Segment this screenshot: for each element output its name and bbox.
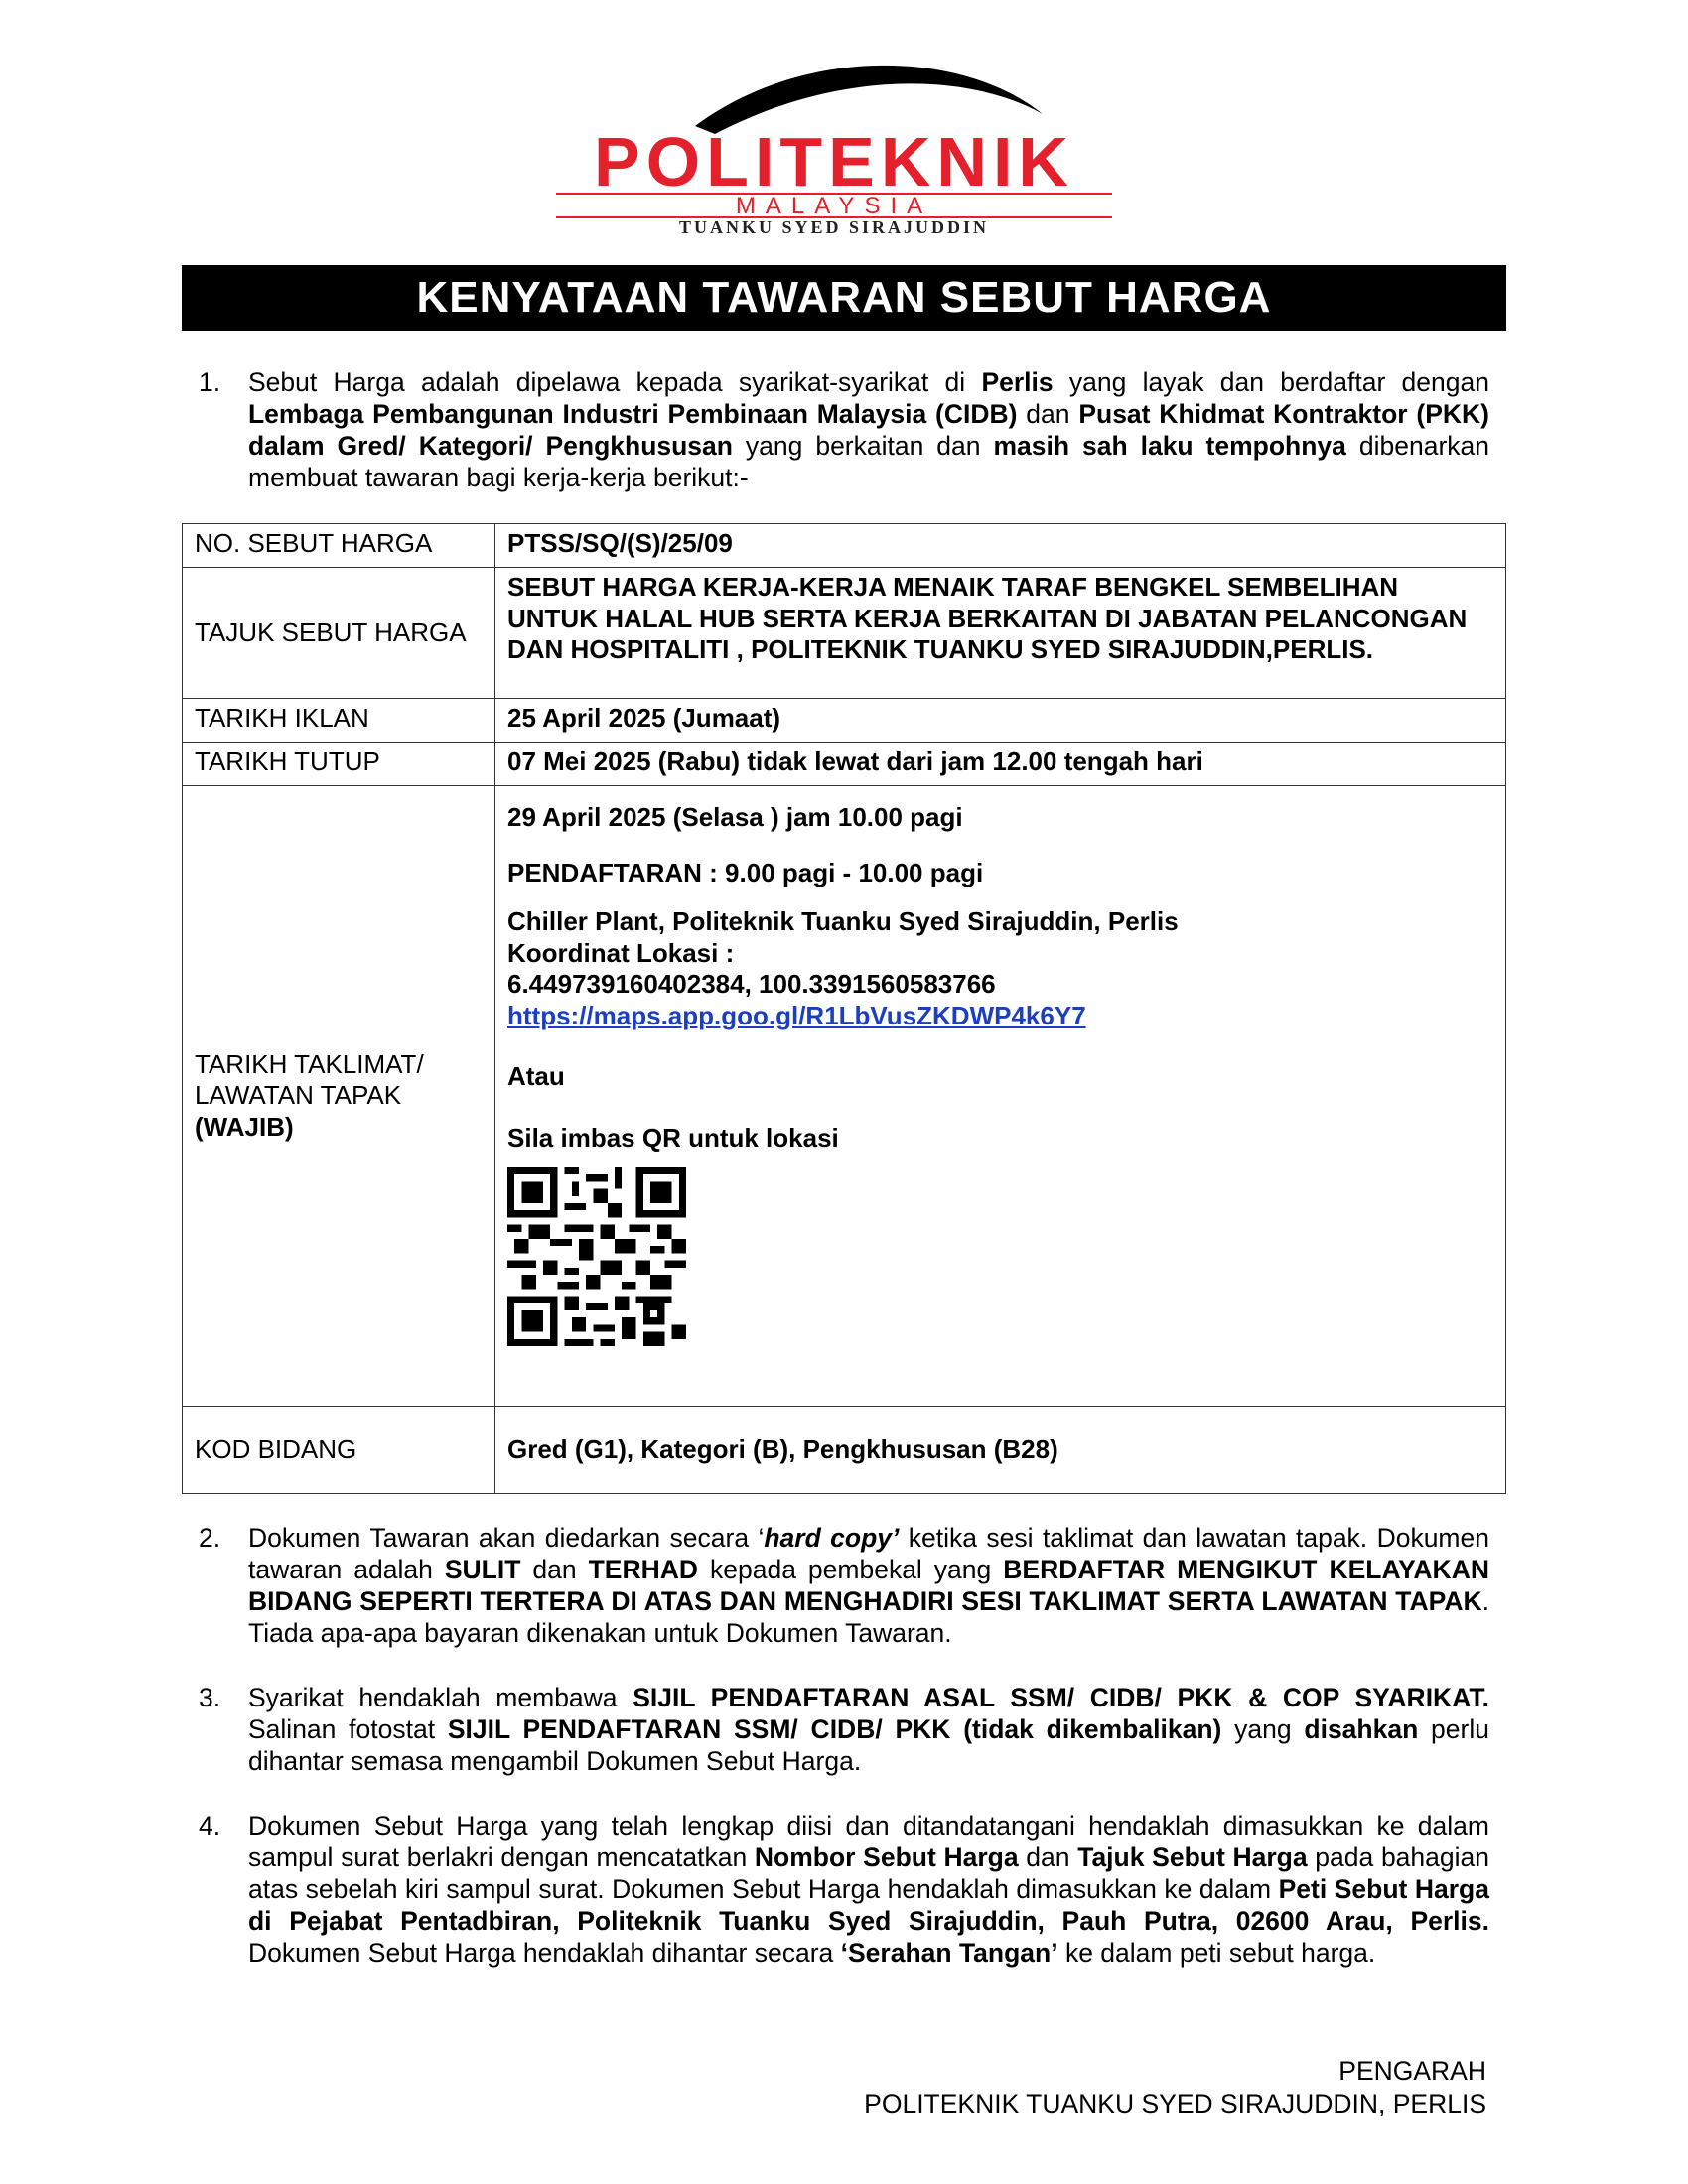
signature-block (864, 2055, 1486, 2120)
paragraph-number: 3. (199, 1683, 221, 1712)
row-value: Gred (G1), Kategori (B), Pengkhususan (B28) (495, 1407, 1506, 1494)
location: Chiller Plant, Politeknik Tuanku Syed Sirajuddin, Perlis (507, 906, 1179, 936)
row-value: 07 Mei 2025 (Rabu) tidak lewat dari jam 12.00 tengah hari (495, 743, 1506, 786)
logo-campus: TUANKU SYED SIRAJUDDIN (678, 217, 990, 233)
maps-link[interactable]: https://maps.app.goo.gl/R1LbVusZKDWP4k6Y7 (507, 1000, 1086, 1030)
politeknik-logo (546, 55, 1122, 233)
paragraph-text: Dokumen Sebut Harga yang telah lengkap diisi dan ditandatangani hendaklah dimasukkan ke dalam sampul surat berlakri dengan mencatatkan Nombor Sebut Harga dan Tajuk Sebut Harga pada bahagian atas sebelah kiri sampul surat. Dokumen Sebut Harga hendaklah dimasukkan ke dalam Peti Sebut Harga di Pejabat Pentadbiran, Politeknik Tuanku Syed Sirajuddin, Pauh Putra, 02600 Arau, Perlis. Dokumen Sebut Harga hendaklah dihantar secara ‘Serahan Tangan’ ke dalam peti sebut harga. (248, 1811, 1489, 1968)
row-label: TARIKH IKLAN (183, 699, 495, 743)
table-row (183, 699, 1506, 743)
row-value: PTSS/SQ/(S)/25/09 (495, 524, 1506, 568)
logo-graphic (546, 55, 1122, 233)
row-label: TARIKH TAKLIMAT/ LAWATAN TAPAK (WAJIB) (183, 786, 495, 1407)
signatory-organization: POLITEKNIK TUANKU SYED SIRAJUDDIN, PERLIS (864, 2089, 1486, 2118)
row-value: 25 April 2025 (Jumaat) (495, 699, 1506, 743)
row-value: SEBUT HARGA KERJA-KERJA MENAIK TARAF BENGKEL SEMBELIHAN UNTUK HALAL HUB SERTA KERJA BERKAITAN DI JABATAN PELANCONGAN DAN HOSPITALITI , POLITEKNIK TUANKU SYED SIRAJUDDIN,PERLIS. (495, 568, 1506, 699)
row-label: TARIKH TUTUP (183, 743, 495, 786)
row-value (495, 786, 1506, 1407)
document-title: KENYATAAN TAWARAN SEBUT HARGA (182, 265, 1506, 331)
table-row (183, 786, 1506, 1407)
table-row (183, 1407, 1506, 1494)
logo-word: POLITEKNIK (594, 123, 1074, 201)
row-label: TAJUK SEBUT HARGA (183, 568, 495, 699)
paragraph-text: Dokumen Tawaran akan diedarkan secara ‘hard copy’ ketika sesi taklimat dan lawatan tapak. Dokumen tawaran adalah SULIT dan TERHAD kepada pembekal yang BERDAFTAR MENGIKUT KELAYAKAN BIDANG SEPERTI TERTERA DI ATAS DAN MENGHADIRI SESI TAKLIMAT SERTA LAWATAN TAPAK. Tiada apa-apa bayaran dikenakan untuk Dokumen Tawaran. (248, 1523, 1489, 1648)
paragraph-number: 2. (199, 1523, 221, 1553)
row-label: KOD BIDANG (183, 1407, 495, 1494)
paragraph-number: 1. (199, 367, 221, 397)
qr-instruction: Sila imbas QR untuk lokasi (507, 1122, 839, 1153)
row-label: NO. SEBUT HARGA (183, 524, 495, 568)
coordinate-label: Koordinat Lokasi : (507, 937, 735, 968)
paragraph-number: 4. (199, 1811, 221, 1841)
table-row (183, 524, 1506, 568)
qr-code-icon (507, 1167, 686, 1346)
paragraph-text: Sebut Harga adalah dipelawa kepada syarikat-syarikat di Perlis yang layak dan berdaftar dengan Lembaga Pembangunan Industri Pembinaan Malaysia (CIDB) dan Pusat Khidmat Kontraktor (PKK) dalam Gred/ Kategori/ Pengkhususan yang berkaitan dan masih sah laku tempohnya dibenarkan membuat tawaran bagi kerja-kerja berikut:- (248, 367, 1489, 492)
paragraph-2 (199, 1522, 1489, 1649)
logo-country: MALAYSIA (735, 193, 933, 219)
paragraph-text: Syarikat hendaklah membawa SIJIL PENDAFTARAN ASAL SSM/ CIDB/ PKK & COP SYARIKAT. Salinan fotostat SIJIL PENDAFTARAN SSM/ CIDB/ PKK (tidak dikembalikan) yang disahkan perlu dihantar semasa mengambil Dokumen Sebut Harga. (248, 1683, 1489, 1776)
table-row (183, 568, 1506, 699)
tender-info-table (182, 523, 1506, 1494)
registration-time: PENDAFTARAN : 9.00 pagi - 10.00 pagi (507, 857, 984, 887)
or-text: Atau (507, 1061, 565, 1091)
paragraph-1 (199, 366, 1489, 493)
table-row (183, 743, 1506, 786)
coordinate-value: 6.449739160402384, 100.3391560583766 (507, 969, 996, 999)
paragraph-4 (199, 1810, 1489, 1969)
signatory-role: PENGARAH (1338, 2056, 1486, 2086)
paragraph-3 (199, 1682, 1489, 1777)
briefing-date: 29 April 2025 (Selasa ) jam 10.00 pagi (507, 802, 963, 832)
